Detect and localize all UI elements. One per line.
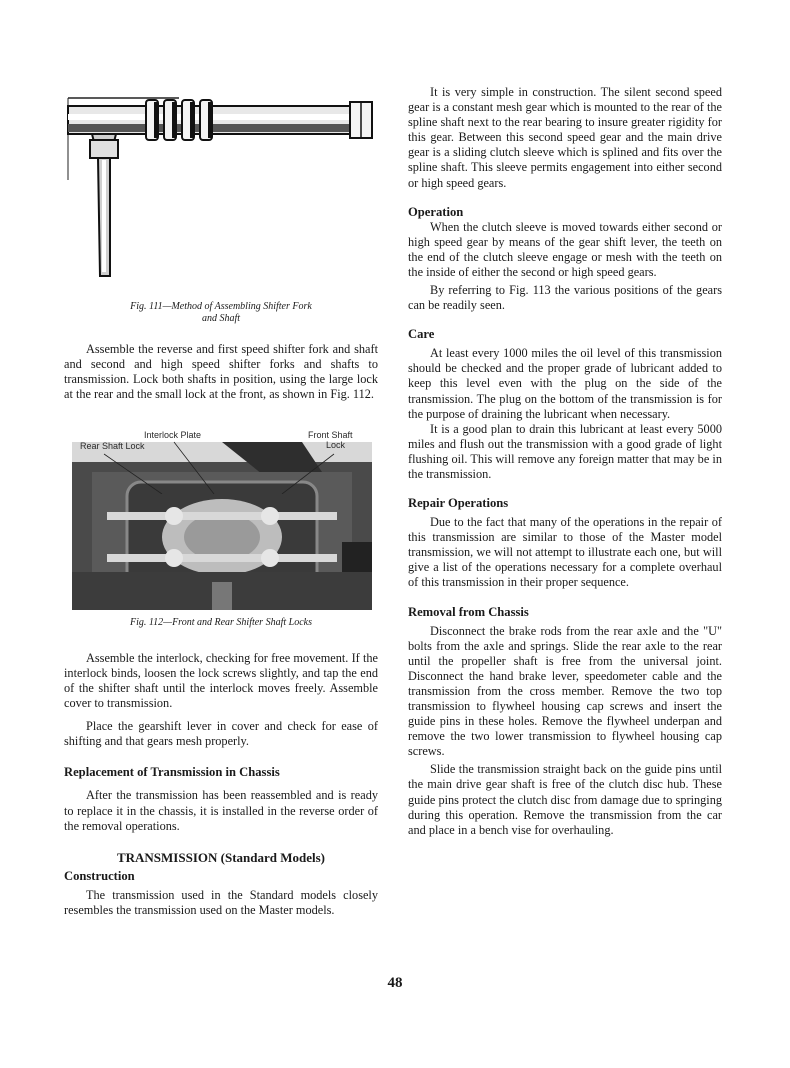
heading-repair-operations: Repair Operations [408,496,509,511]
label-interlock-plate: Interlock Plate [144,430,202,441]
paragraph: After the transmission has been reassembled and is ready to replace it in the chassis, it is installed in the reverse order of the removal operations. [64,788,378,833]
figure-111 [64,80,378,324]
page-number: 48 [387,975,403,991]
figure-112-caption: Fig. 112—Front and Rear Shifter Shaft Locks [130,617,312,629]
right-column [408,85,722,838]
caption-line-2: and Shaft [201,312,241,324]
paragraph: Place the gearshift lever in cover and check for ease of shifting and that gears mesh properly. [64,719,378,749]
paragraph: Disconnect the brake rods from the rear axle and the "U" bolts from the axle and springs. Slide the rear axle to the rear until the propeller shaft is free from the universal joint. Disconnect the hand brake lever, speedometer cable and the transmission from the cross member. Remove the two top transmission to flywheel housing cap screws and insert the guide pins in these holes. Remove the flywheel underpan and remove the two lower transmission to flywheel housing cap screws. [408,623,722,759]
heading-replacement: Replacement of Transmission in Chassis [64,765,280,780]
paragraph: Slide the transmission straight back on the guide pins until the main drive gear shaft is free of the clutch disc hub. These guide pins protect the clutch disc from damage due to springing during this operation. Remove the transmission from the car and place in a bench vise for overhauling. [408,762,722,837]
paragraph: Due to the fact that many of the operations in the repair of this transmission are similar to those of the Master model transmission, we will not attempt to illustrate each one, but will give a list of the operations necessary for a complete overhaul of this transmission in their proper sequence. [408,515,722,590]
figure-112 [64,414,378,610]
left-column [64,80,378,918]
label-leader-lines [64,414,378,494]
heading-operation: Operation [408,204,464,219]
paragraph: It is a good plan to drain this lubricant at least every 5000 miles and flush out the transmission with a good grade of light flushing oil. This will remove any foreign matter that may be in the transmission. [408,421,722,481]
figure-111-caption [64,301,378,324]
heading-care: Care [408,327,435,342]
paragraph: It is very simple in construction. The silent second speed gear is a constant mesh gear which is mounted to the rear of the spline shaft next to the rear bearing to insure greater rigidity for this gear. Between this second speed gear and the main drive gear is a sliding clutch sleeve which is splined and fits over the spline shaft. This sleeve permits engagement into either second or high speed gears. [408,85,722,190]
caption-line-1: Fig. 111—Method of Assembling Shifter Fork [130,301,312,312]
paragraph: At least every 1000 miles the oil level of this transmission should be checked and the proper grade of lubricant added to keep this level even with the plug on the side of the transmission. The plug on the bottom of the transmission is for the purpose of draining the lubricant when necessary. [408,346,722,421]
paragraph: Assemble the interlock, checking for free movement. If the interlock binds, loosen the lock screws slightly, and tap the end of the shifter shaft until the interlock moves freely. Assemble cover to transmission. [64,650,378,711]
heading-construction: Construction [64,868,135,883]
paragraph: When the clutch sleeve is moved towards either second or high speed gear by means of the gear shift lever, the teeth on the end of the clutch sleeve engage or mesh with the teeth on the inside of either the second or high speed gears. [408,219,722,279]
paragraph: By referring to Fig. 113 the various positions of the gears can be readily seen. [408,283,722,313]
heading-removal: Removal from Chassis [408,604,529,619]
label-front-shaft-lock-1: Front Shaft [308,430,353,441]
shifter-fork-illustration [64,80,378,285]
label-rear-shaft-lock: Rear Shaft Lock [80,441,145,452]
paragraph: Assemble the reverse and first speed shifter fork and shaft and second and high speed shifter forks and shafts to transmission. Lock both shafts in position, using the large lock at the rear and the small lock at the front, as shown in Fig. 112. [64,342,378,402]
section-title: TRANSMISSION (Standard Models) [116,849,326,865]
label-front-shaft-lock-2: Lock [326,440,346,451]
paragraph: The transmission used in the Standard models closely resembles the transmission used on the Master models. [64,887,378,917]
